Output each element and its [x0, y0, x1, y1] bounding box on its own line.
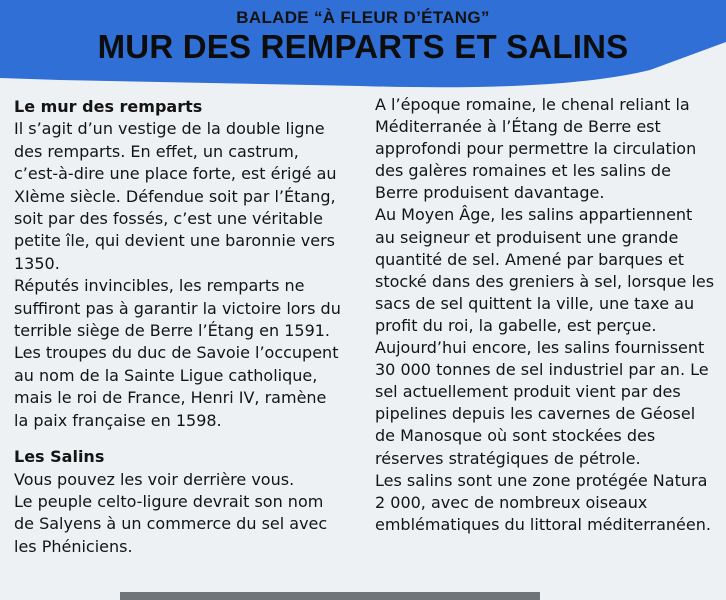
salins-paragraph-1: Vous pouvez les voir derrière vous.: [14, 469, 295, 489]
section-heading-remparts: Le mur des remparts: [14, 97, 203, 116]
page-title: MUR DES REMPARTS ET SALINS: [97, 28, 629, 65]
section-heading-salins: Les Salins: [14, 447, 105, 467]
natura-paragraph: Les salins sont une zone protégée Natura 2 000, avec de nombreux oiseaux emblématiques du littoral méditerranéen.: [375, 470, 711, 534]
roman-era-paragraph: A l’époque romaine, le chenal reliant la Méditerranée à l’Étang de Berre est approfondi pour permettre la circulation des galères romaines et les salins de Berre produisent davantage.: [375, 95, 697, 203]
salins-paragraph-2: Le peuple celto-ligure devrait son nom de Salyens à un commerce du sel avec les Phéniciens.: [14, 491, 328, 556]
remparts-paragraph-1: Il s’agit d’un vestige de la double ligne des remparts. En effet, un castrum, c’est-à-dire une place forte, est érigé au XIème siècle. Défendue soit par l’Étang, soit par des fossés, c’est une véritable petite île, qui devient une baronnie vers 1350.: [14, 119, 337, 273]
banner-kicker: BALADE “À FLEUR D’ÉTANG”: [236, 8, 490, 27]
remparts-paragraph-2: Réputés invincibles, les remparts ne suffiront pas à garantir la victoire lors du terrible siège de Berre l’Étang en 1591. Les troupes du duc de Savoie l’occupent au nom de la Sainte Ligue catholique, mais le roi de France, Henri IV, ramène la paix française en 1598.: [14, 276, 341, 430]
left-column: [14, 96, 344, 558]
title-banner: [0, 0, 726, 100]
today-paragraph: Aujourd’hui encore, les salins fournissent 30 000 tonnes de sel industriel par an. Le sel actuellement produit vient par des pipelines depuis les cavernes de Géosel de Manosque où sont stockées des réserves stratégiques de pétrole.: [375, 338, 709, 468]
middle-ages-paragraph: Au Moyen Âge, les salins appartiennent au seigneur et produisent une grande quantité de sel. Amené par barques et stocké dans des greniers à sel, lorsque les sacs de sel quittent la ville, une taxe au profit du roi, la gabelle, est perçue.: [375, 205, 715, 335]
sign-frame-edge: [120, 592, 540, 600]
right-column: [375, 94, 715, 536]
spacer: [14, 432, 344, 446]
